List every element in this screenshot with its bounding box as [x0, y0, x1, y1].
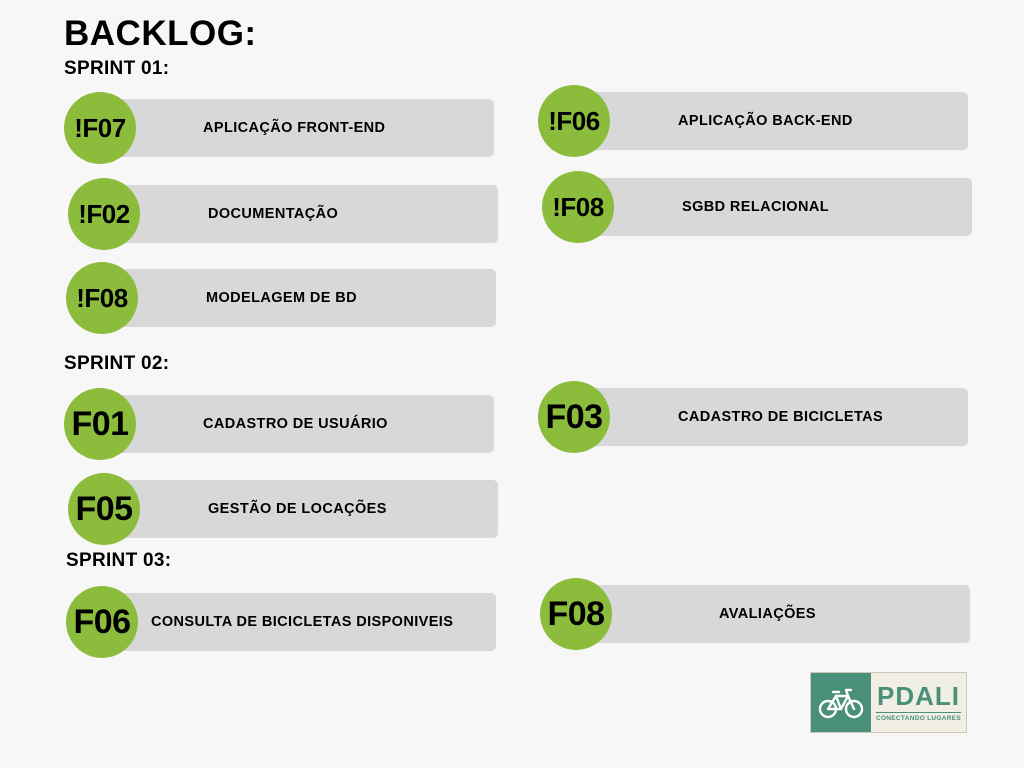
- backlog-item-pill: [562, 92, 968, 150]
- logo-text: [871, 673, 966, 732]
- feature-code-badge: F06: [66, 586, 138, 658]
- backlog-item-label: APLICAÇÃO BACK-END: [678, 113, 853, 129]
- pdali-logo: [810, 672, 967, 733]
- backlog-item-pill: [566, 178, 972, 236]
- backlog-item-label: CONSULTA DE BICICLETAS DISPONIVEIS: [151, 614, 454, 630]
- backlog-item: [540, 578, 970, 650]
- backlog-item-label: GESTÃO DE LOCAÇÕES: [208, 501, 387, 517]
- backlog-item-pill: [88, 395, 494, 453]
- feature-code-badge: !F07: [64, 92, 136, 164]
- backlog-item-pill: [90, 269, 496, 327]
- backlog-item-label: CADASTRO DE USUÁRIO: [203, 416, 388, 432]
- feature-code-badge: F05: [68, 473, 140, 545]
- feature-code-badge: F08: [540, 578, 612, 650]
- logo-tagline: CONECTANDO LUGARES: [876, 712, 961, 722]
- backlog-item-label: MODELAGEM DE BD: [206, 290, 357, 306]
- backlog-item: [64, 388, 494, 460]
- feature-code-badge: !F08: [542, 171, 614, 243]
- backlog-item: [68, 178, 498, 250]
- feature-code-badge: !F02: [68, 178, 140, 250]
- logo-name: PDALI: [877, 681, 960, 711]
- backlog-item-label: CADASTRO DE BICICLETAS: [678, 409, 884, 425]
- backlog-item-label: APLICAÇÃO FRONT-END: [203, 120, 386, 136]
- backlog-item: [66, 262, 496, 334]
- backlog-item: [68, 473, 498, 545]
- backlog-item: [538, 85, 968, 157]
- backlog-item-label: DOCUMENTAÇÃO: [208, 206, 339, 222]
- sprint-03-heading: SPRINT 03:: [66, 550, 172, 571]
- feature-code-badge: !F08: [66, 262, 138, 334]
- backlog-item: [542, 171, 972, 243]
- sprint-02-heading: SPRINT 02:: [64, 353, 170, 374]
- bicycle-icon: [811, 673, 871, 732]
- backlog-item-label: SGBD RELACIONAL: [682, 199, 829, 215]
- backlog-item-pill: [562, 388, 968, 446]
- backlog-item-pill: [92, 185, 498, 243]
- feature-code-badge: F01: [64, 388, 136, 460]
- backlog-item-pill: [90, 593, 496, 651]
- backlog-item-pill: [92, 480, 498, 538]
- backlog-item: [64, 92, 494, 164]
- backlog-item-pill: [88, 99, 494, 157]
- feature-code-badge: F03: [538, 381, 610, 453]
- backlog-item-label: AVALIAÇÕES: [719, 606, 816, 622]
- backlog-item-pill: [564, 585, 970, 643]
- backlog-item: [538, 381, 968, 453]
- feature-code-badge: !F06: [538, 85, 610, 157]
- sprint-01-heading: SPRINT 01:: [64, 58, 170, 79]
- page-title: BACKLOG:: [64, 14, 257, 53]
- backlog-item: [66, 586, 496, 658]
